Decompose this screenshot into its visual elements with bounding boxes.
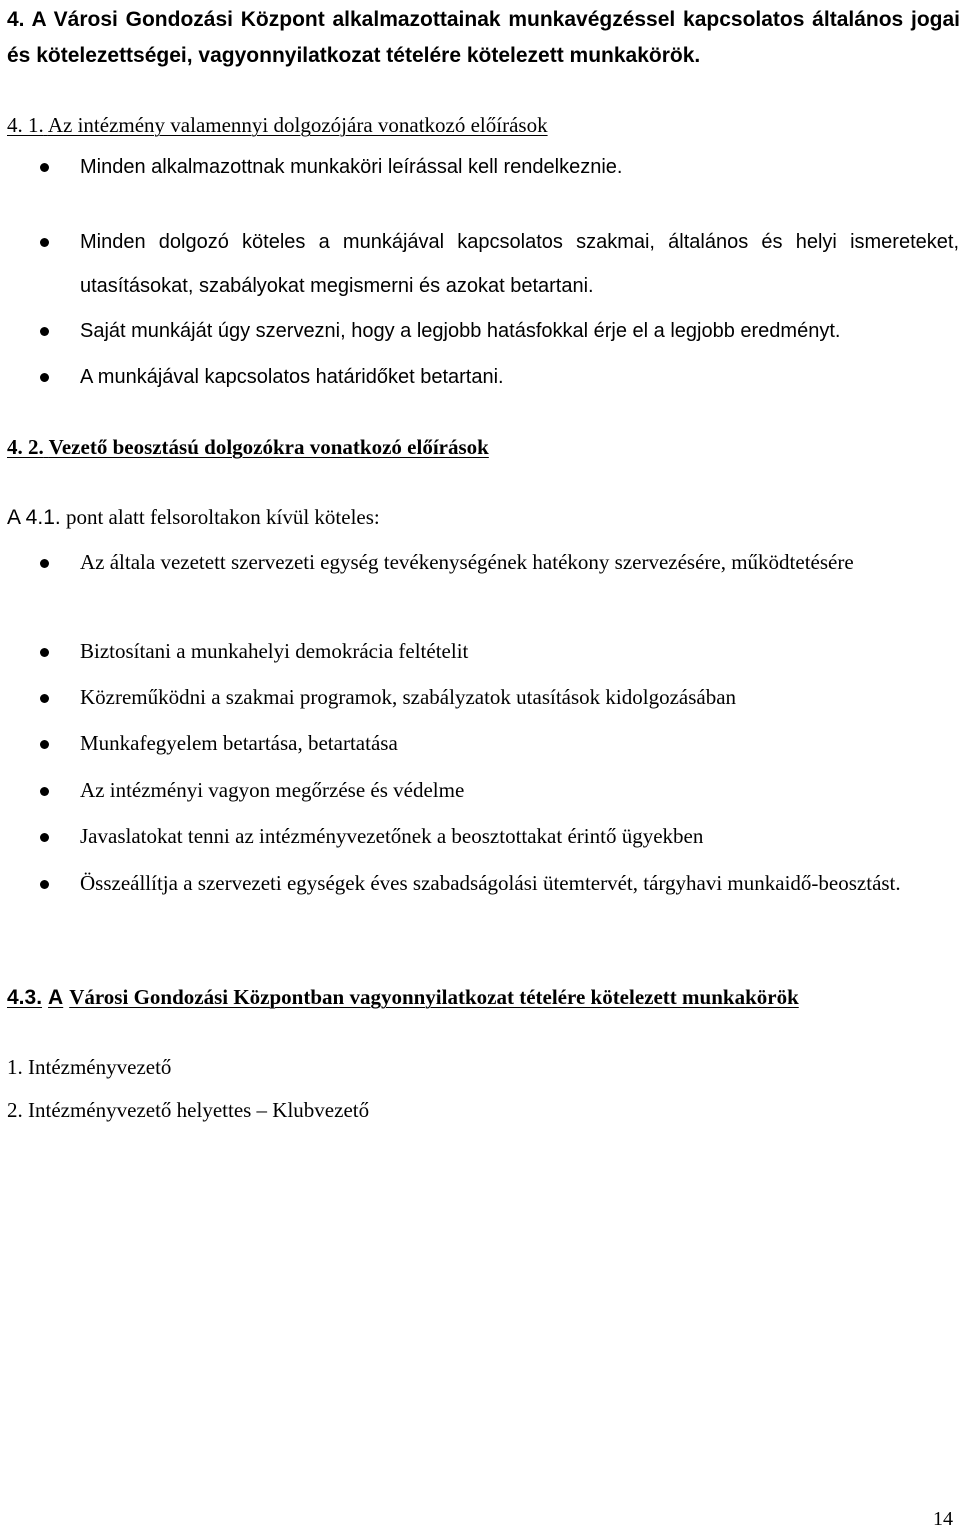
bullet-icon (40, 740, 49, 749)
list-item-text: Az általa vezetett szervezeti egység tevékenységének hatékony szervezésére, működtetésére (80, 550, 854, 574)
bullet-icon (40, 327, 49, 336)
list-item-text: Minden dolgozó köteles a munkájával kapcsolatos szakmai, általános és helyi ismereteket, utasításokat, szabályokat megismerni és azokat betartani. (80, 231, 959, 297)
list-item-text: Javaslatokat tenni az intézményvezetőnek a beosztottakat érintő ügyekben (80, 824, 704, 848)
bullet-icon (40, 238, 49, 247)
bullet-icon (40, 694, 49, 703)
list-item-text: Saját munkáját úgy szervezni, hogy a legjobb hatásfokkal érje el a legjobb eredményt. (80, 320, 841, 342)
section-1-title: Az intézmény valamennyi dolgozójára vonatkozó előírások (47, 113, 548, 137)
section-1-number: 4. 1. (7, 113, 44, 137)
page-number: 14 (933, 1508, 953, 1530)
section-3-title: Városi Gondozási Központban vagyonnyilatkozat tételére kötelezett munkakörök (69, 985, 799, 1009)
section-3-number: 4.3. (7, 986, 43, 1009)
list-item-text: Összeállítja a szervezeti egységek éves szabadságolási ütemtervét, tárgyhavi munkaidő-beosztást. (80, 871, 901, 895)
list-item-text: Minden alkalmazottnak munkaköri leírással kell rendelkeznie. (80, 156, 623, 178)
list-item-text: Az intézményi vagyon megőrzése és védelme (80, 778, 465, 802)
list-item-text: Munkafegyelem betartása, betartatása (80, 731, 398, 755)
section-2-intro (7, 504, 380, 531)
intro-reference: A 4.1. (7, 506, 61, 529)
bullet-icon (40, 373, 49, 382)
list-item-text: Biztosítani a munkahelyi demokrácia feltételit (80, 639, 469, 663)
section-2-heading (7, 434, 489, 460)
section-3-heading (7, 984, 799, 1011)
bullet-icon (40, 163, 49, 172)
list-item-text: A munkájával kapcsolatos határidőket betartani. (80, 366, 504, 388)
bullet-icon (40, 787, 49, 796)
bullet-icon (40, 833, 49, 842)
main-heading: 4. A Városi Gondozási Központ alkalmazottainak munkavégzéssel kapcsolatos általános jogai és kötelezettségei, vagyonnyilatkozat tételére kötelezett munkakörök. (7, 8, 960, 67)
list-item-text: Közreműködni a szakmai programok, szabályzatok utasítások kidolgozásában (80, 685, 737, 709)
role-item: 2. Intézményvezető helyettes – Klubvezető (7, 1098, 370, 1122)
bullet-icon (40, 648, 49, 657)
role-item: 1. Intézményvezető (7, 1055, 172, 1079)
bullet-icon (40, 880, 49, 889)
bullet-icon (40, 559, 49, 568)
section-3-title-first-word: A (48, 986, 64, 1009)
section-2-title: Vezető beosztású dolgozókra vonatkozó előírások (48, 435, 489, 459)
intro-text: pont alatt felsoroltakon kívül köteles: (65, 505, 380, 529)
section-2-number: 4. 2. (7, 435, 44, 459)
section-1-heading (7, 112, 548, 138)
